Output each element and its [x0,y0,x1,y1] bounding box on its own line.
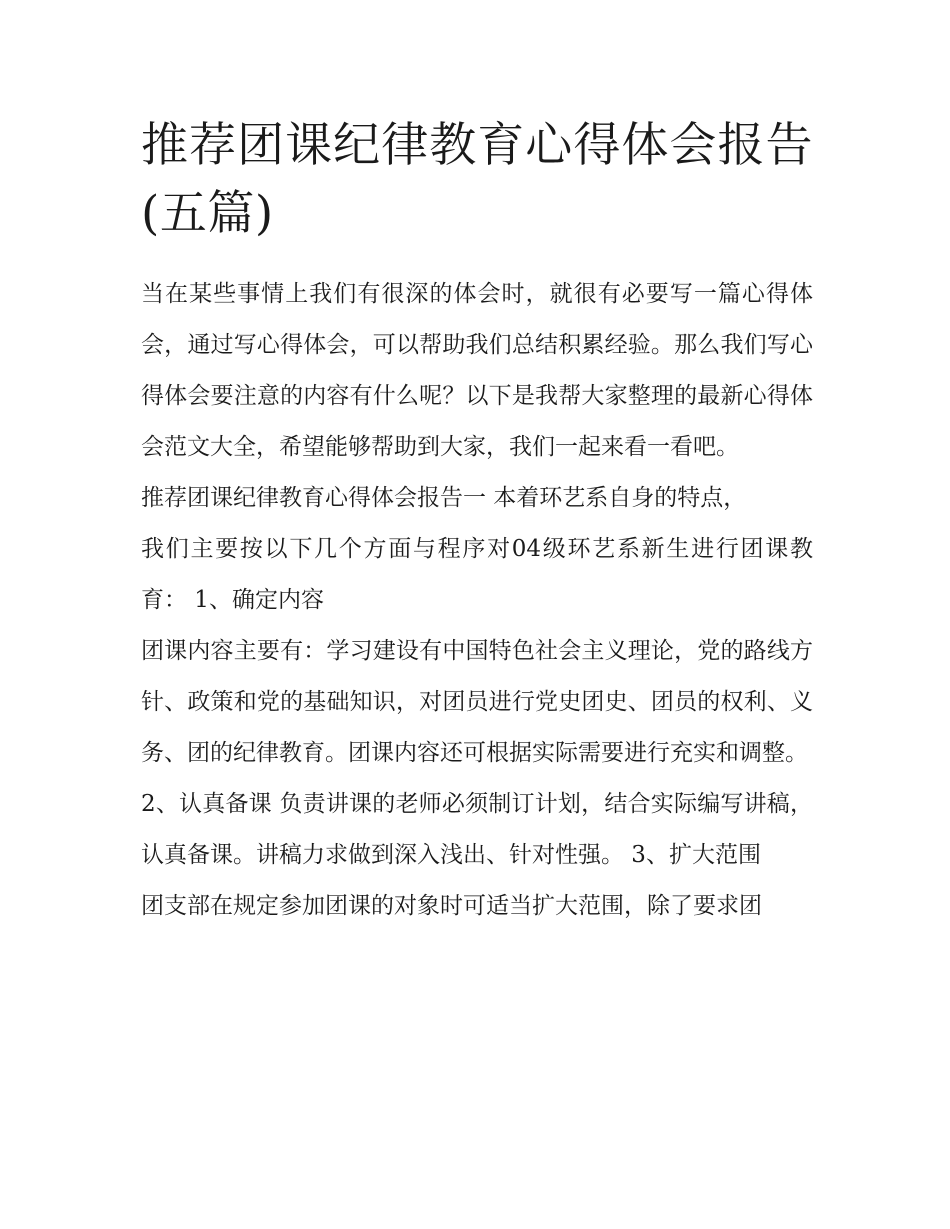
document-body [141,269,813,932]
paragraph-preparation: 2、认真备课 负责讲课的老师必须制订计划，结合实际编写讲稿，认真备课。讲稿力求做到深入浅出、针对性强。 3、扩大范围 [141,791,813,868]
paragraph-content: 团课内容主要有：学习建设有中国特色社会主义理论，党的路线方针、政策和党的基础知识，对团员进行党史团史、团员的权利、义务、团的纪律教育。团课内容还可根据实际需要进行充实和调整。 [141,638,813,766]
paragraph-intro: 当在某些事情上我们有很深的体会时，就很有必要写一篇心得体会，通过写心得体会，可以帮助我们总结积累经验。那么我们写心得体会要注意的内容有什么呢？以下是我帮大家整理的最新心得体会范文大全，希望能够帮助到大家，我们一起来看一看吧。 [141,281,813,460]
paragraph-procedure: 我们主要按以下几个方面与程序对04级环艺系新生进行团课教育： 1、确定内容 [141,536,813,613]
paragraph-report-one-heading: 推荐团课纪律教育心得体会报告一 本着环艺系自身的特点， [141,485,747,511]
document-page [141,112,813,932]
document-title: 推荐团课纪律教育心得体会报告(五篇) [141,118,813,241]
paragraph-scope: 团支部在规定参加团课的对象时可适当扩大范围，除了要求团 [141,893,762,919]
